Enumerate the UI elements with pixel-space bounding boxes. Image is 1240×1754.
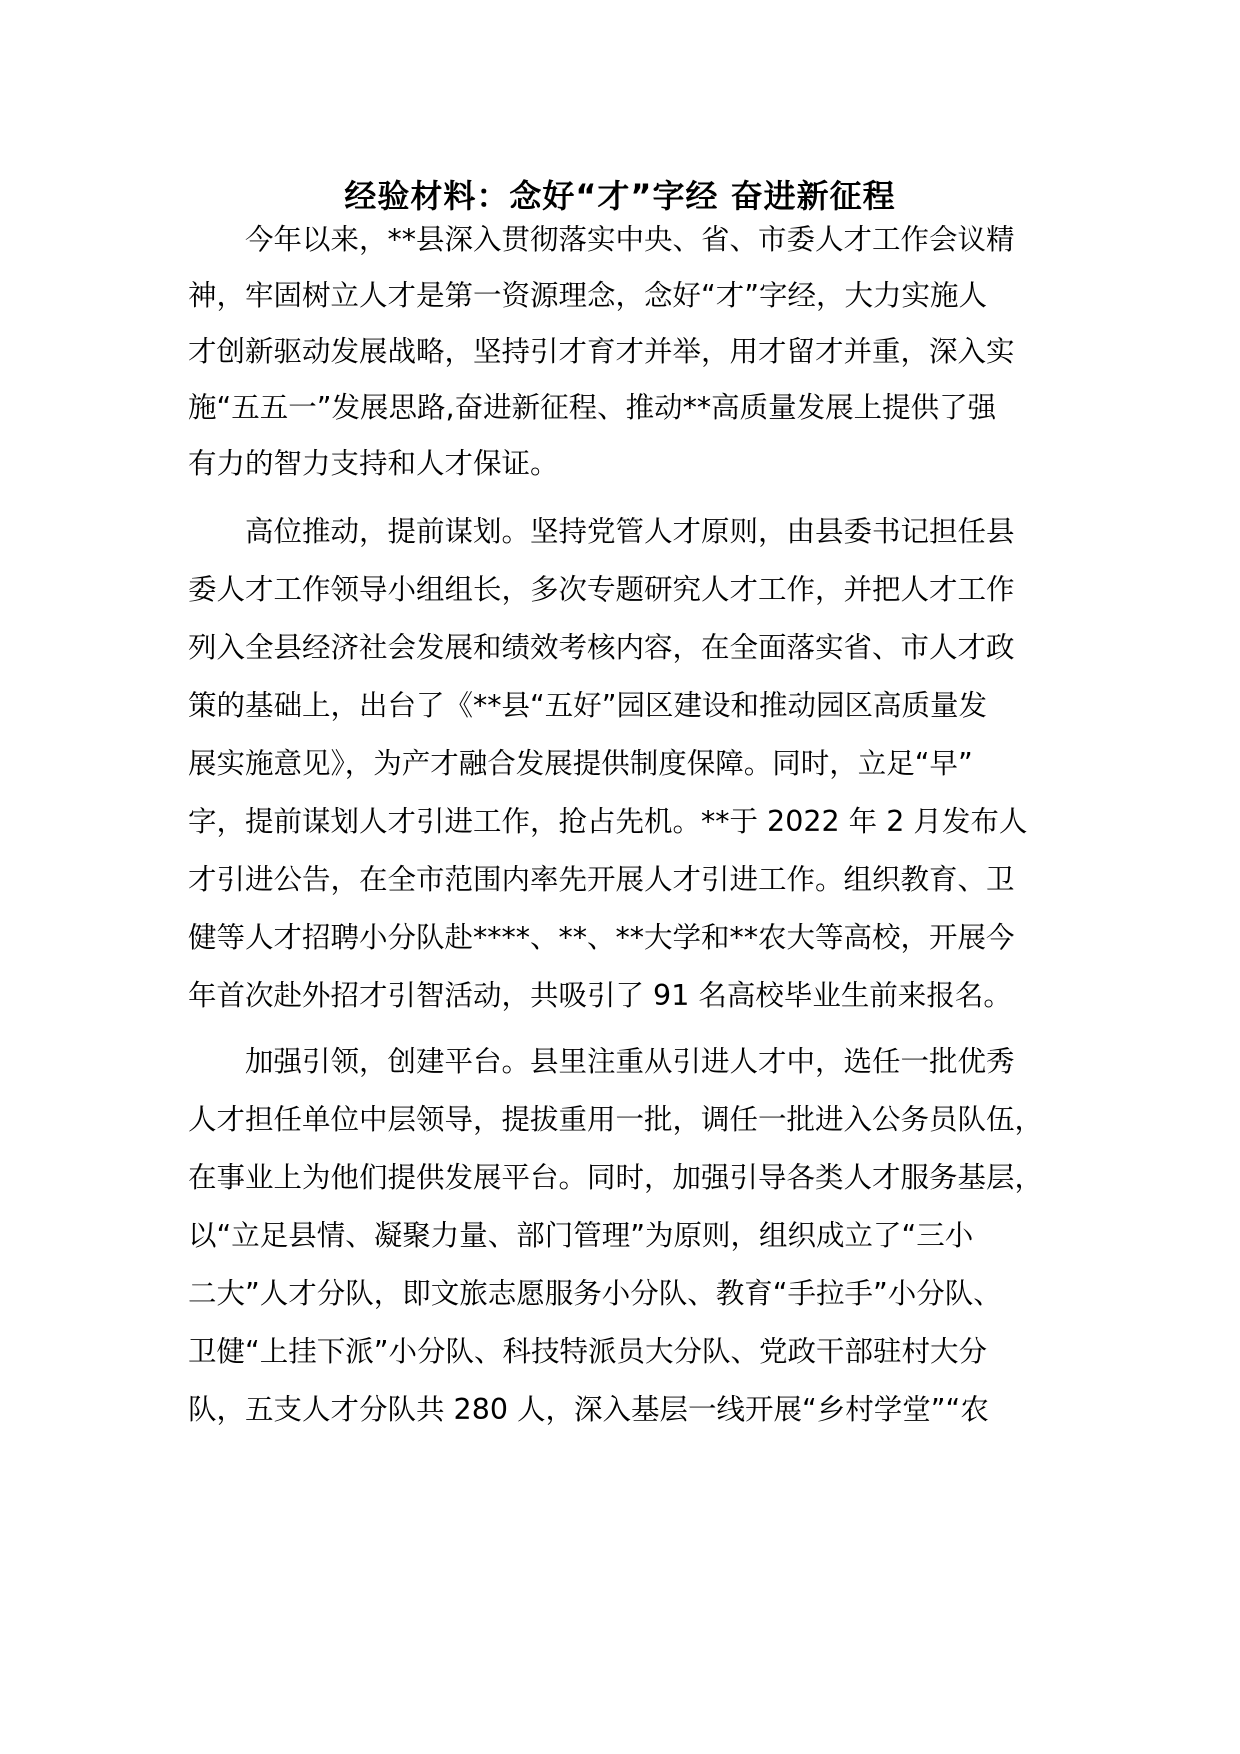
paragraph-line: 以“立足县情、凝聚力量、部门管理”为原则，组织成立了“三小 — [188, 1219, 974, 1252]
paragraph-line: 有力的智力支持和人才保证。 — [188, 447, 559, 480]
paragraph-line: 字，提前谋划人才引进工作，抢占先机。**于 2022 年 2 月发布人 — [188, 805, 1028, 838]
paragraph-line: 二大”人才分队，即文旅志愿服务小分队、教育“手拉手”小分队、 — [188, 1277, 1002, 1310]
paragraph-line: 卫健“上挂下派”小分队、科技特派员大分队、党政干部驻村大分 — [188, 1335, 988, 1368]
paragraph-line: 在事业上为他们提供发展平台。同时，加强引导各类人才服务基层， — [188, 1161, 1044, 1194]
paragraph-line: 年首次赴外招才引智活动，共吸引了 91 名高校毕业生前来报名。 — [188, 979, 1012, 1012]
paragraph-line: 列入全县经济社会发展和绩效考核内容，在全面落实省、市人才政 — [188, 631, 1015, 664]
paragraph-line: 展实施意见》，为产才融合发展提供制度保障。同时，立足“早” — [188, 747, 973, 780]
paragraph-line: 今年以来，**县深入贯彻落实中央、省、市委人才工作会议精 — [188, 223, 1015, 256]
paragraph-line: 高位推动，提前谋划。坚持党管人才原则，由县委书记担任县 — [188, 515, 1015, 548]
paragraph-line: 委人才工作领导小组组长，多次专题研究人才工作，并把人才工作 — [188, 573, 1015, 606]
paragraph-line: 人才担任单位中层领导，提拔重用一批，调任一批进入公务员队伍， — [188, 1103, 1044, 1136]
paragraph-line: 才创新驱动发展战略，坚持引才育才并举，用才留才并重，深入实 — [188, 335, 1015, 368]
paragraph-line: 神，牢固树立人才是第一资源理念，念好“才”字经，大力实施人 — [188, 279, 988, 312]
paragraph-line: 才引进公告，在全市范围内率先开展人才引进工作。组织教育、卫 — [188, 863, 1015, 896]
paragraph-line: 施“五五一”发展思路,奋进新征程、推动**高质量发展上提供了强 — [188, 391, 997, 424]
paragraph-line: 健等人才招聘小分队赴****、**、**大学和**农大等高校，开展今 — [188, 921, 1015, 954]
paragraph-line: 策的基础上，出台了《**县“五好”园区建设和推动园区高质量发 — [188, 689, 988, 722]
document-title: 经验材料：念好“才”字经 奋进新征程 — [344, 177, 896, 215]
paragraph-line: 队，五支人才分队共 280 人，深入基层一线开展“乡村学堂”“农 — [188, 1393, 989, 1426]
paragraph-line: 加强引领，创建平台。县里注重从引进人才中，选任一批优秀 — [188, 1045, 1015, 1078]
